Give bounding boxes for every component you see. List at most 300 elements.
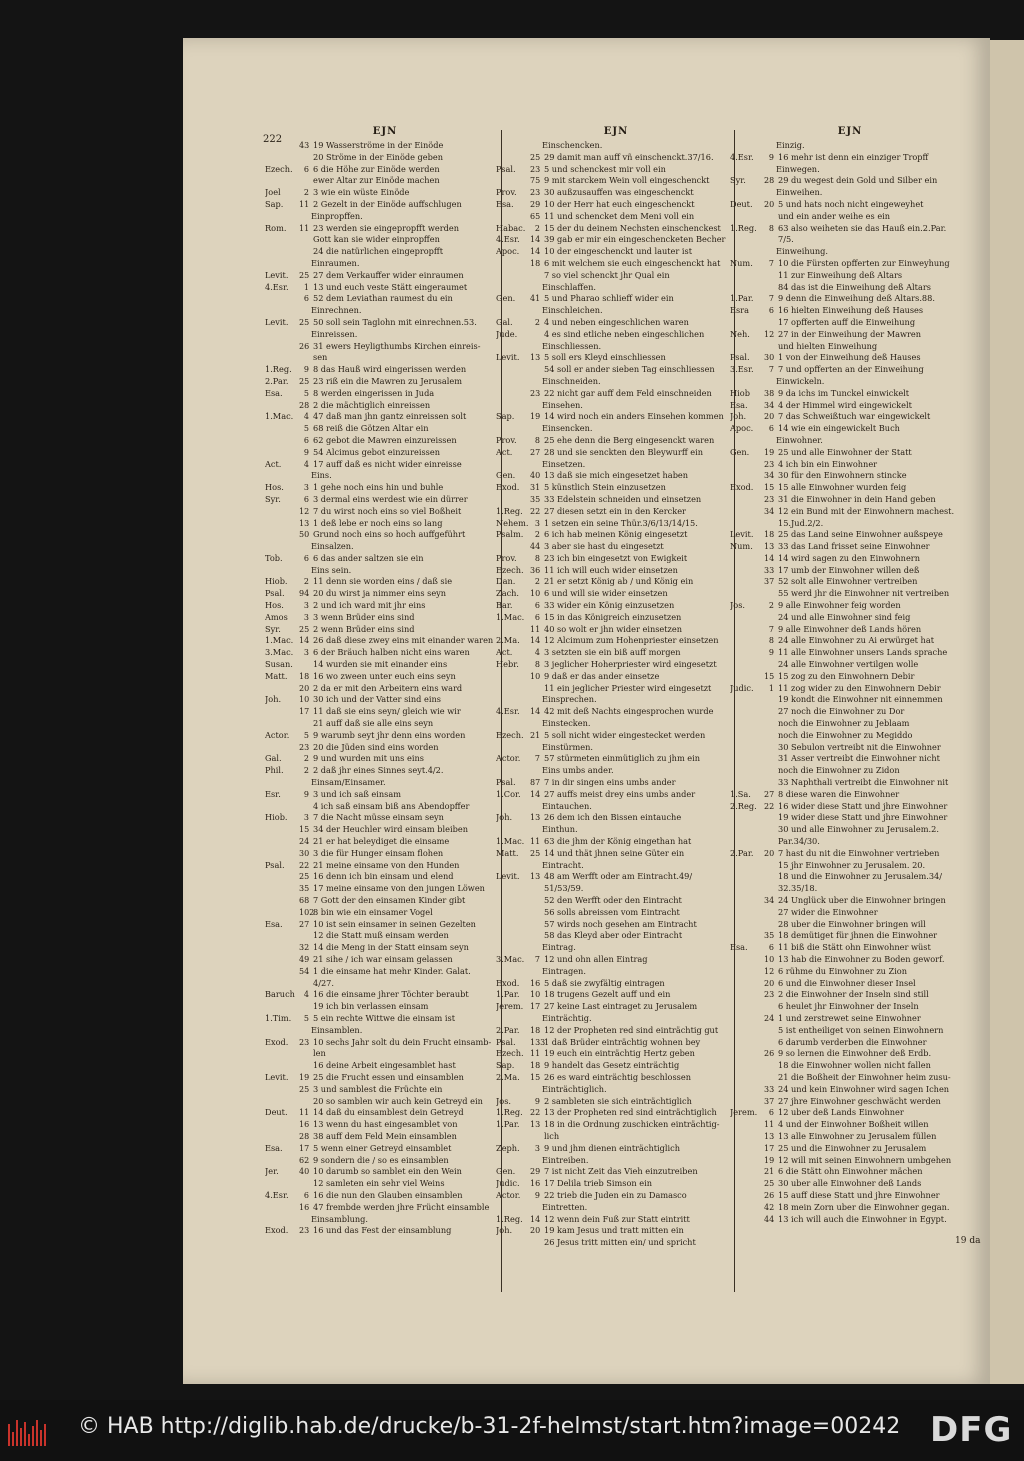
dfg-logo: DFG (930, 1410, 1013, 1450)
entry-text: 7 das Schweißtuch war eingewickelt (778, 411, 931, 422)
chapter-number: 3 (303, 648, 309, 658)
chapter-number: 23 (299, 1037, 310, 1047)
entry-text: 22 nicht gar auff dem Feld einschneiden (544, 387, 712, 398)
index-heading (496, 1013, 736, 1025)
entry-text: 14 wird sagen zu den Einwohnern (778, 552, 920, 563)
entry-text: 27 wider die Einwohner (778, 906, 878, 917)
index-entry (496, 647, 736, 659)
entry-text: 6 rühme du Einwohner zu Zion (778, 965, 908, 976)
book-reference: Prov. (496, 187, 517, 198)
index-entry (496, 1225, 736, 1237)
book-reference: Ezech. (265, 163, 293, 174)
chapter-number: 16 (299, 1202, 310, 1212)
chapter-number: 18 (764, 530, 775, 540)
entry-text: 10 darumb so samblet ein den Wein (313, 1166, 462, 1177)
entry-text: 11 alle Einwohner unsers Lands sprache (778, 647, 948, 658)
chapter-number: 25 (299, 624, 310, 634)
entry-text: 1 und zerstrewet seine Einwohner (778, 1012, 921, 1023)
entry-text: 18 demütiget für jhnen die Einwohner (778, 930, 938, 941)
book-reference: Joh. (496, 1225, 513, 1236)
chapter-number: 32 (299, 943, 310, 953)
chapter-number: 31 (530, 483, 541, 493)
chapter-number: 12 (764, 966, 775, 976)
index-entry (496, 164, 736, 176)
book-reference: Levit. (496, 352, 520, 363)
chapter-number: 42 (764, 1202, 775, 1212)
chapter-number: 4 (303, 459, 309, 469)
entry-text: 9 handelt das Gesetz einträchtig (544, 1060, 680, 1071)
chapter-number: 3 (534, 518, 540, 528)
index-entry (730, 777, 970, 789)
chapter-number: 8 (768, 636, 774, 646)
index-entry (730, 553, 970, 565)
index-entry (730, 1096, 970, 1108)
entry-text: 5 soll nicht wider eingestecket werden (544, 729, 706, 740)
index-entry (496, 848, 736, 860)
index-heading (496, 1202, 736, 1214)
index-heading (496, 942, 736, 954)
index-entry (265, 1048, 505, 1060)
entry-text: 4 ich saß einsam biß ans Abendopffer (313, 800, 470, 811)
entry-text: 19 Wasserströme in der Einöde (313, 140, 444, 150)
chapter-number: 22 (764, 801, 775, 811)
index-entry (730, 1155, 970, 1167)
index-entry (265, 1084, 505, 1096)
index-entry (265, 753, 505, 765)
chapter-number: 7 (534, 754, 540, 764)
book-reference: Rom. (265, 222, 287, 233)
chapter-number: 2 (303, 188, 309, 198)
chapter-number: 9 (303, 789, 309, 799)
entry-text: 11 ich will euch wider einsetzen (544, 564, 678, 575)
heading-text: Einwickeln. (776, 375, 825, 386)
entry-text: 52 dem Leviathan raumest du ein (313, 293, 453, 304)
entry-text: 18 und die Einwohner zu Jerusalem.34/ (778, 871, 943, 882)
entry-text: 29 du wegest dein Gold und Silber ein (778, 175, 938, 186)
entry-text: 25 und die Einwohner zu Jerusalem (778, 1142, 927, 1153)
index-entry (265, 600, 505, 612)
book-reference: Ezech. (496, 1048, 524, 1059)
entry-text: 26 dem ich den Bissen eintauche (544, 812, 682, 823)
chapter-number: 15 (764, 671, 775, 681)
entry-text: 12 samleten ein sehr viel Weins (313, 1178, 445, 1189)
chapter-number: 6 (534, 612, 540, 622)
index-entry (265, 765, 505, 777)
index-entry (265, 199, 505, 211)
index-entry (496, 388, 736, 400)
entry-text: 22 trieb die Juden ein zu Damasco (544, 1189, 687, 1200)
chapter-number: 17 (299, 1143, 310, 1153)
entry-text: 34 der Heuchler wird einsam bleiben (313, 824, 468, 835)
chapter-number: 6 (534, 601, 540, 611)
index-entry (265, 1037, 505, 1049)
chapter-number: 10 (530, 589, 541, 599)
chapter-number: 20 (764, 199, 775, 209)
index-entry (730, 388, 970, 400)
index-entry (730, 1072, 970, 1084)
book-reference: Joel (265, 187, 281, 198)
book-reference: Levit. (265, 269, 289, 280)
chapter-number: 4 (303, 412, 309, 422)
chapter-number: 18 (530, 1025, 541, 1035)
heading-text: Einsehen. (542, 399, 583, 410)
book-reference: Jude. (496, 328, 518, 339)
entry-text: 15 auff diese Statt und jhre Einwohner (778, 1189, 940, 1200)
chapter-number: 26 (299, 341, 310, 351)
index-entry (265, 1166, 505, 1178)
entry-text: 24 und kein Einwohner wird sagen Ichen (778, 1083, 950, 1094)
index-entry (730, 883, 970, 895)
index-entry (730, 305, 970, 317)
chapter-number: 20 (299, 683, 310, 693)
entry-text: 7 die Nacht müsse einsam seyn (313, 812, 444, 823)
chapter-number: 14 (530, 247, 541, 257)
heading-text: Einrechnen. (311, 305, 362, 316)
entry-text: 19 kondt die Einwohner nit einnemmen (778, 694, 943, 705)
book-reference: Psal. (496, 777, 516, 788)
index-heading (496, 1155, 736, 1167)
index-entry (730, 588, 970, 600)
heading-text: Eintrag. (542, 942, 576, 953)
book-reference: Deut. (730, 198, 753, 209)
entry-text: 24 die natürlichen eingepropfft (313, 246, 444, 257)
chapter-number: 19 (764, 447, 775, 457)
index-entry (265, 400, 505, 412)
index-entry (265, 447, 505, 459)
chapter-number: 13 (530, 1120, 541, 1130)
index-entry (730, 730, 970, 742)
chapter-number: 3 (303, 601, 309, 611)
adjacent-page-edge (990, 40, 1024, 1384)
catchword: 19 da (955, 1236, 981, 1246)
book-reference: Gen. (730, 446, 750, 457)
index-entry (496, 435, 736, 447)
entry-text: 27 dem Verkauffer wider einraumen (313, 269, 464, 280)
heading-text: Einschneiden. (542, 375, 601, 386)
heading-text: Eintretten. (542, 1201, 588, 1212)
book-reference: Ezech. (496, 564, 524, 575)
chapter-number: 133 (530, 1037, 546, 1047)
book-reference: Ezech. (496, 729, 524, 740)
index-entry (496, 270, 736, 282)
book-reference: 4.Esr. (730, 151, 754, 162)
index-entry (730, 753, 970, 765)
entry-text: 12 uber deß Lands Einwohner (778, 1107, 904, 1118)
book-reference: Gal. (265, 753, 282, 764)
index-entry (730, 1037, 970, 1049)
entry-text: 1 deß lebe er noch eins so lang (313, 517, 443, 528)
chapter-number: 17 (530, 1002, 541, 1012)
book-reference: Levit. (730, 529, 754, 540)
entry-text: 11 zog wider zu den Einwohnern Debir (778, 682, 941, 693)
index-heading (496, 966, 736, 978)
entry-text: 52 solt alle Einwohner vertreiben (778, 576, 918, 587)
entry-text: 21 auff daß sie alle eins seyn (313, 718, 434, 729)
entry-text: 54 soll er ander sieben Tag einschliessen (544, 364, 715, 375)
entry-text: 27 jhre Einwohner geschwächt werden (778, 1095, 941, 1106)
entry-text: 2 und ich ward mit jhr eins (313, 600, 426, 611)
index-entry (730, 270, 970, 282)
index-entry (265, 848, 505, 860)
entry-text: 52 den Werfft oder den Eintracht (544, 895, 682, 905)
book-reference: Act. (496, 647, 513, 658)
index-entry (265, 1225, 505, 1237)
entry-text: 25 ehe denn die Berg eingesenckt waren (544, 434, 715, 445)
entry-text: 17 auff daß es nicht wider einreisse (313, 458, 462, 469)
chapter-number: 5 (303, 424, 309, 434)
book-reference: Joh. (265, 694, 282, 705)
index-entry (265, 742, 505, 754)
heading-text: Einzig. (776, 140, 805, 150)
chapter-number: 28 (299, 400, 310, 410)
book-reference: 2.Par. (265, 375, 289, 386)
entry-text: und ein ander weihe es ein (778, 210, 891, 221)
chapter-number: 6 (303, 1190, 309, 1200)
book-reference: Psal. (265, 859, 285, 870)
chapter-number: 17 (764, 1143, 775, 1153)
chapter-number: 6 (303, 294, 309, 304)
index-entry (730, 506, 970, 518)
index-entry (730, 352, 970, 364)
chapter-number: 2 (303, 754, 309, 764)
index-entry (730, 1214, 970, 1226)
entry-text: len (313, 1048, 326, 1059)
index-entry (496, 883, 736, 895)
book-reference: Num. (730, 541, 753, 552)
index-entry (496, 529, 736, 541)
chapter-number: 10 (530, 671, 541, 681)
entry-text: 20 Ströme in der Einöde geben (313, 151, 444, 162)
index-entry (265, 435, 505, 447)
entry-text: 14 wie ein eingewickelt Buch (778, 423, 900, 434)
index-entry (265, 223, 505, 235)
book-reference: Levit. (265, 1071, 289, 1082)
entry-text: 17 umb der Einwohner willen deß (778, 564, 920, 575)
chapter-number: 24 (299, 837, 310, 847)
index-entry (730, 529, 970, 541)
entry-text: 21 er setzt König ab / und König ein (544, 576, 694, 587)
chapter-number: 11 (530, 624, 541, 634)
entry-text: 15 jhr Einwohner zu Jerusalem. 20. (778, 859, 926, 870)
entry-text: 6 darumb verderben die Einwohner (778, 1036, 927, 1047)
chapter-number: 15 (764, 483, 775, 493)
book-reference: Levit. (496, 871, 520, 882)
entry-text: 30 für den Einwohnern stincke (778, 470, 907, 481)
entry-text: 33 das Land frisset seine Einwohner (778, 541, 930, 552)
chapter-number: 25 (530, 152, 541, 162)
entry-text: 9 mit starckem Wein voll eingeschenckt (544, 175, 710, 186)
entry-text: 17 opfferten auff die Einweihung (778, 316, 916, 327)
index-entry (496, 1060, 736, 1072)
index-heading (496, 1084, 736, 1096)
entry-text: 11 und schencket dem Meni voll ein (544, 210, 695, 221)
heading-text: Einschencken. (542, 140, 603, 150)
chapter-number: 5 (303, 730, 309, 740)
entry-text: 16 und das Fest der einsamblung (313, 1225, 452, 1236)
entry-text: 9 alle Einwohner deß Lands hören (778, 623, 922, 634)
index-entry (496, 777, 736, 789)
chapter-number: 11 (299, 1108, 310, 1118)
chapter-number: 43 (299, 141, 310, 150)
index-entry (496, 175, 736, 187)
index-entry (730, 966, 970, 978)
entry-text: 31 ewers Heyligthumbs Kirchen einreis- (313, 340, 481, 351)
chapter-number: 25 (764, 1179, 775, 1189)
entry-text: 84 das ist die Einweihung deß Altars (778, 281, 931, 292)
index-entry (265, 482, 505, 494)
entry-text: 13 alle Einwohner zu Jerusalem füllen (778, 1130, 937, 1141)
entry-text: 10 ist sein einsamer in seinen Gezelten (313, 918, 476, 929)
index-entry (730, 518, 970, 530)
entry-text: 20 die Jüden sind eins worden (313, 741, 439, 752)
index-heading (496, 400, 736, 412)
index-entry (265, 152, 505, 164)
book-reference: Esa. (265, 1142, 283, 1153)
heading-text: Einpropffen. (311, 210, 363, 221)
index-entry (265, 588, 505, 600)
index-column-2 (496, 126, 736, 1249)
entry-text: 4/27. (313, 977, 334, 988)
entry-text: 9 warumb seyt jhr denn eins worden (313, 729, 466, 740)
chapter-number: 19 (764, 1155, 775, 1165)
index-heading (496, 376, 736, 388)
heading-text: Einreissen. (311, 328, 358, 339)
entry-text: 19 ich bin verlassen einsam (313, 1001, 429, 1012)
book-reference: 1.Sa. (730, 788, 751, 799)
heading-text: Eins umbs ander. (542, 765, 614, 776)
index-entry (496, 1237, 736, 1249)
entry-text: 55 werd jhr die Einwohner nit vertreiben (778, 588, 950, 599)
entry-text: 9 daß er das ander einsetze (544, 670, 660, 681)
column-head: EJN (372, 126, 398, 137)
chapter-number: 23 (530, 388, 541, 398)
entry-text: 13 wenn du hast eingesamblet von (313, 1119, 458, 1130)
chapter-number: 25 (299, 270, 310, 280)
book-reference: Neh. (730, 328, 750, 339)
entry-text: 18 in die Ordnung zuschicken einträchtig- (544, 1119, 720, 1130)
index-entry (265, 930, 505, 942)
heading-text: Einschliessen. (542, 340, 602, 351)
index-entry (265, 1202, 505, 1214)
index-entry (265, 671, 505, 683)
chapter-number: 3 (534, 1143, 540, 1153)
book-reference: 1.Reg. (730, 222, 757, 233)
index-entry (496, 234, 736, 246)
book-reference: Susan. (265, 659, 293, 670)
entry-text: 9 sondern die / so es einsamblen (313, 1154, 449, 1165)
chapter-number: 6 (303, 553, 309, 563)
index-heading (496, 423, 736, 435)
entry-text: 4 es sind etliche neben eingeschlichen (544, 328, 705, 339)
book-reference: Nehem. (496, 517, 529, 528)
index-entry (496, 907, 736, 919)
chapter-number: 9 (768, 648, 774, 658)
entry-text: 6 und die Einwohner dieser Insel (778, 977, 916, 988)
index-entry (496, 1190, 736, 1202)
index-entry (496, 1131, 736, 1143)
chapter-number: 29 (530, 1167, 541, 1177)
index-entry (730, 812, 970, 824)
index-entry (265, 836, 505, 848)
chapter-number: 22 (530, 506, 541, 516)
index-entry (265, 659, 505, 671)
index-entry (496, 612, 736, 624)
chapter-number: 5 (303, 1013, 309, 1023)
entry-text: 12 der Propheten red sind einträchtig gut (544, 1024, 719, 1035)
book-reference: Gen. (496, 1166, 516, 1177)
entry-text: 50 soll sein Taglohn mit einrechnen.53. (313, 316, 477, 327)
book-reference: Joh. (730, 411, 747, 422)
book-reference: Hiob. (265, 812, 288, 823)
chapter-number: 3 (303, 813, 309, 823)
index-entry (265, 518, 505, 530)
index-heading (496, 305, 736, 317)
copyright-url[interactable]: © HAB http://diglib.hab.de/drucke/b-31-2f-helmst/start.htm?image=00242 (78, 1414, 901, 1439)
index-entry (730, 223, 970, 235)
index-entry (496, 683, 736, 695)
chapter-number: 12 (299, 506, 310, 516)
index-entry (265, 341, 505, 353)
index-heading (496, 140, 736, 152)
index-entry (265, 506, 505, 518)
chapter-number: 7 (768, 624, 774, 634)
heading-text: Einraumen. (311, 257, 360, 268)
chapter-number: 68 (299, 896, 310, 905)
chapter-number: 35 (764, 931, 775, 941)
entry-text: 13 ich will auch die Einwohner in Egypt. (778, 1213, 947, 1224)
index-entry (730, 1048, 970, 1060)
book-reference: Exod. (496, 482, 520, 493)
heading-text: Eintragen. (542, 965, 586, 976)
entry-text: 6 und will sie wider einsetzen (544, 588, 668, 599)
index-entry (496, 364, 736, 376)
chapter-number: 41 (530, 294, 541, 304)
entry-text: 3 jeglicher Hoherpriester wird eingesetzt (544, 659, 717, 670)
chapter-number: 10 (764, 954, 775, 964)
entry-text: 4 und neben eingeschlichen waren (544, 316, 689, 327)
index-entry (496, 978, 736, 990)
book-reference: 1.Mac. (496, 611, 525, 622)
index-entry (496, 1178, 736, 1190)
chapter-number: 13 (764, 1131, 775, 1141)
index-entry (730, 282, 970, 294)
index-entry (496, 659, 736, 671)
book-reference: 2.Ma. (496, 635, 520, 646)
book-reference: Esr. (265, 788, 281, 799)
index-heading (496, 860, 736, 872)
entry-text: 20 so samblen wir auch kein Getreyd ein (313, 1095, 483, 1106)
chapter-number: 37 (764, 577, 775, 587)
index-heading (730, 187, 970, 199)
chapter-number: 38 (764, 388, 775, 398)
index-entry (496, 1072, 736, 1084)
index-entry (730, 765, 970, 777)
chapter-number: 14 (530, 235, 541, 245)
chapter-number: 14 (764, 553, 775, 563)
index-entry (496, 565, 736, 577)
chapter-number: 18 (530, 1061, 541, 1071)
chapter-number: 4 (303, 990, 309, 1000)
chapter-number: 13 (530, 872, 541, 882)
index-column-3 (730, 126, 970, 1225)
chapter-number: 2 (534, 317, 540, 327)
index-entry (730, 789, 970, 801)
chapter-number: 10 (299, 695, 310, 705)
entry-text: 5 und Pharao schlieff wider ein (544, 293, 674, 304)
book-reference: 2.Ma. (496, 1071, 520, 1082)
book-reference: Psal. (496, 163, 516, 174)
book-reference: Tob. (265, 552, 283, 563)
